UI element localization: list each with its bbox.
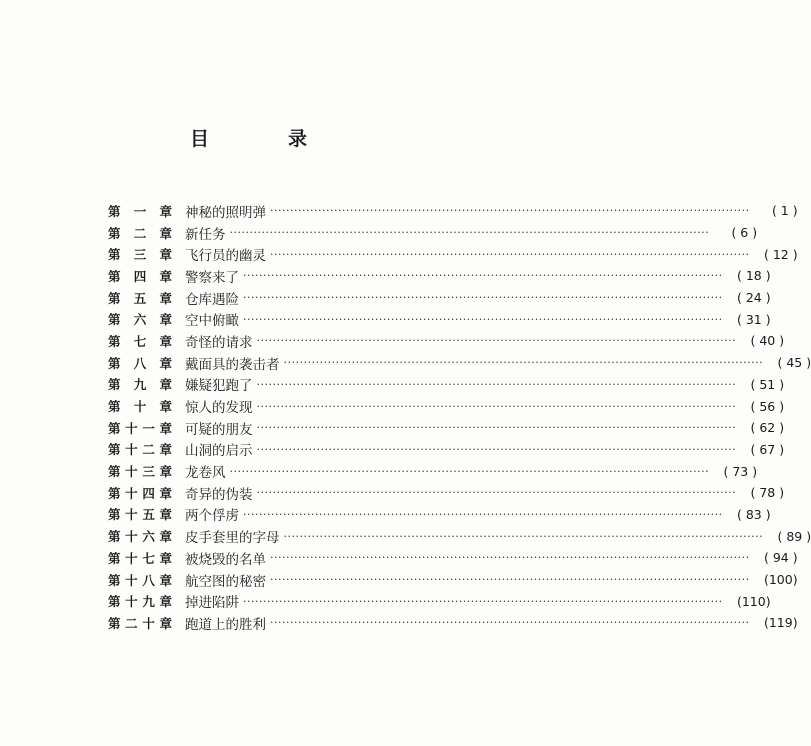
toc-entry[interactable] (108, 547, 798, 569)
chapter-number: 第 四 章 (108, 268, 172, 284)
toc-entry[interactable] (108, 200, 798, 222)
chapter-title: 航空图的秘密 (185, 573, 266, 590)
toc-entry[interactable] (108, 308, 771, 330)
chapter-number: 第 十 章 (108, 399, 172, 415)
chapter-title: 山洞的启示 (185, 443, 253, 460)
dot-leader: ························································································································ (256, 399, 737, 413)
chapter-number: 第 七 章 (108, 333, 172, 349)
chapter-title: 被烧毁的名单 (185, 551, 266, 568)
dot-leader: ························································································································ (243, 507, 723, 521)
page-number: ( 94 ) (763, 550, 798, 566)
page-number: ( 1 ) (771, 203, 798, 219)
toc-entry[interactable] (108, 482, 785, 504)
page-number: (119) (763, 615, 798, 631)
toc-entry[interactable] (108, 265, 771, 287)
toc-entry[interactable] (108, 439, 785, 461)
chapter-number: 第 十 九 章 (108, 594, 172, 610)
page-number: ( 89 ) (777, 528, 811, 544)
chapter-title: 惊人的发现 (185, 400, 253, 417)
page-number: ( 31 ) (736, 311, 771, 327)
chapter-number: 第 十 一 章 (108, 420, 172, 436)
dot-leader: ························································································································ (270, 573, 750, 587)
dot-leader: ························································································································ (243, 269, 723, 283)
chapter-number: 第 六 章 (108, 312, 172, 328)
dot-leader: ························································································································ (256, 334, 737, 348)
page-title: 目 录 (189, 128, 337, 150)
toc-entry[interactable] (108, 525, 811, 547)
chapter-number: 第 三 章 (108, 247, 172, 263)
chapter-number: 第 八 章 (108, 355, 172, 371)
chapter-title: 奇怪的请求 (185, 334, 253, 351)
page-number: ( 62 ) (750, 420, 785, 436)
chapter-number: 第 十 三 章 (108, 464, 172, 480)
toc-entry[interactable] (108, 569, 798, 591)
chapter-title: 飞行员的幽灵 (185, 248, 266, 265)
chapter-title: 警察来了 (185, 269, 239, 286)
chapter-title: 跑道上的胜利 (185, 616, 266, 633)
page-number: (110) (736, 593, 771, 609)
chapter-number: 第 十 四 章 (108, 485, 172, 501)
page-number: ( 56 ) (750, 398, 785, 414)
toc-entry[interactable] (108, 590, 771, 612)
chapter-title: 皮手套里的字母 (185, 530, 280, 547)
chapter-title: 戴面具的袭击者 (185, 356, 280, 373)
chapter-title: 掉进陷阱 (185, 595, 239, 612)
chapter-number: 第 十 六 章 (108, 529, 172, 545)
dot-leader: ························································································································ (283, 356, 764, 370)
chapter-title: 空中俯瞰 (185, 313, 239, 330)
toc-entry[interactable] (108, 612, 798, 634)
page-number: ( 51 ) (750, 376, 785, 392)
page-number: ( 83 ) (736, 506, 771, 522)
chapter-title: 神秘的照明弹 (185, 204, 266, 221)
toc-entry[interactable] (108, 504, 771, 526)
page-number: ( 6 ) (731, 225, 758, 241)
toc-entry[interactable] (108, 243, 798, 265)
chapter-title: 两个俘虏 (185, 508, 239, 525)
chapter-title: 奇异的伪装 (185, 486, 253, 503)
dot-leader: ························································································································ (270, 204, 750, 218)
dot-leader: ························································································································ (243, 312, 723, 326)
chapter-number: 第 九 章 (108, 377, 172, 393)
dot-leader: ························································································································ (256, 421, 737, 435)
page-number: ( 12 ) (763, 246, 798, 262)
toc-entry[interactable] (108, 417, 785, 439)
dot-leader: ························································································································ (256, 377, 737, 391)
dot-leader: ························································································································ (243, 594, 723, 608)
dot-leader: ························································································································ (283, 529, 764, 543)
chapter-number: 第 一 章 (108, 203, 172, 219)
page-number: ( 67 ) (750, 441, 785, 457)
chapter-number: 第 二 章 (108, 225, 172, 241)
toc-entry[interactable] (108, 460, 758, 482)
chapter-title: 可疑的朋友 (185, 421, 253, 438)
page-number: ( 18 ) (736, 268, 771, 284)
dot-leader: ························································································································ (270, 616, 750, 630)
toc-entry[interactable] (108, 352, 811, 374)
chapter-number: 第 十 二 章 (108, 442, 172, 458)
page-number: (100) (763, 572, 798, 588)
toc-entry[interactable] (108, 395, 785, 417)
dot-leader: ························································································································ (270, 551, 750, 565)
chapter-title: 仓库遇险 (185, 291, 239, 308)
page-number: ( 78 ) (750, 485, 785, 501)
chapter-number: 第 十 七 章 (108, 550, 172, 566)
dot-leader: ························································································································ (243, 291, 723, 305)
chapter-number: 第 五 章 (108, 290, 172, 306)
dot-leader: ························································································································ (229, 226, 710, 240)
toc-entry[interactable] (108, 330, 785, 352)
dot-leader: ························································································································ (256, 486, 737, 500)
dot-leader: ························································································································ (256, 442, 737, 456)
dot-leader: ························································································································ (270, 247, 750, 261)
chapter-number: 第 十 八 章 (108, 572, 172, 588)
chapter-number: 第 十 五 章 (108, 507, 172, 523)
toc-entry[interactable] (108, 287, 771, 309)
dot-leader: ························································································································ (229, 464, 710, 478)
page-number: ( 73 ) (723, 463, 758, 479)
chapter-title: 新任务 (185, 226, 226, 243)
toc-entry[interactable] (108, 222, 758, 244)
page-number: ( 40 ) (750, 333, 785, 349)
toc-entry[interactable] (108, 374, 785, 396)
table-of-contents (108, 200, 811, 634)
chapter-title: 嫌疑犯跑了 (185, 378, 253, 395)
chapter-number: 第 二 十 章 (108, 615, 172, 631)
page-number: ( 24 ) (736, 290, 771, 306)
chapter-title: 龙卷风 (185, 465, 226, 482)
page-number: ( 45 ) (777, 355, 811, 371)
